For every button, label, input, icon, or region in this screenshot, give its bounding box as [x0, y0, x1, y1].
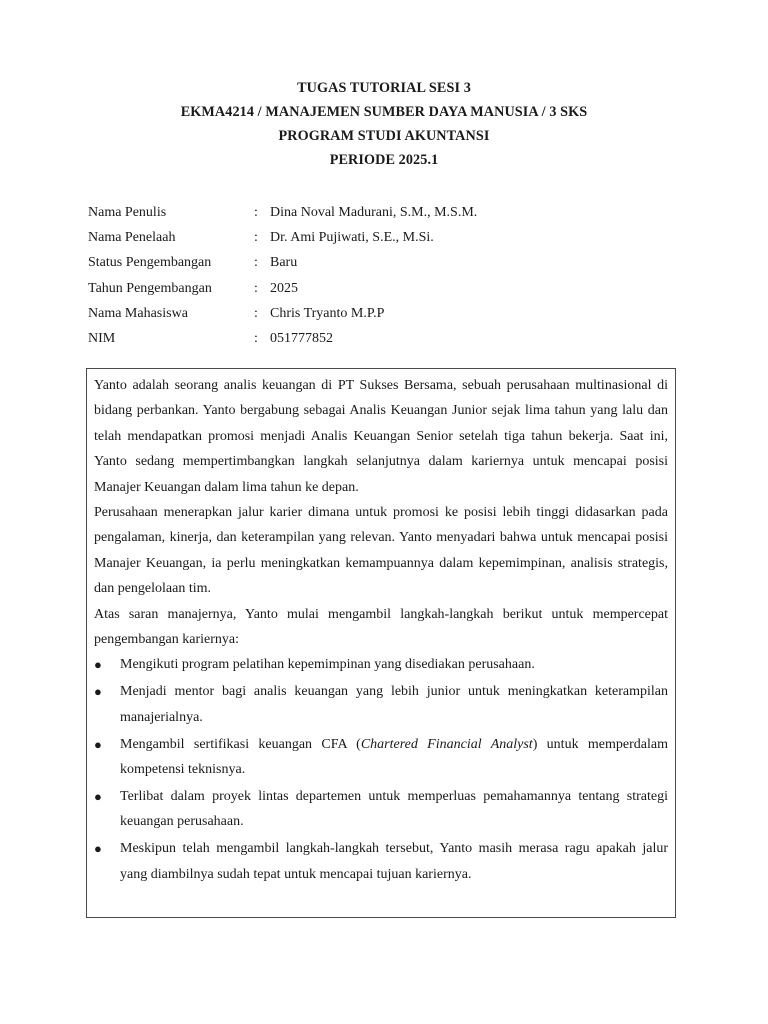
meta-separator: :	[254, 280, 258, 296]
case-study-box	[86, 368, 676, 918]
meta-value: Dr. Ami Pujiwati, S.E., M.Si.	[270, 230, 434, 246]
list-item	[94, 836, 668, 887]
list-item-text-start: Mengambil sertifikasi keuangan CFA (	[120, 736, 361, 752]
list-item-text: Meskipun telah mengambil langkah-langkah tersebut, Yanto masih merasa ragu apakah jalur yang diambilnya sudah tepat untuk mencapai tujuan kariernya.	[120, 841, 668, 882]
bullet-icon: ●	[94, 789, 102, 804]
header-title: TUGAS TUTORIAL SESI 3	[297, 80, 471, 96]
header-course: EKMA4214 / MANAJEMEN SUMBER DAYA MANUSIA / 3 SKS	[180, 104, 588, 120]
meta-value: Baru	[270, 255, 298, 271]
list-item-text-end: ) untuk memperdalam kompetensi teknisnya.	[120, 736, 668, 778]
bullet-icon: ●	[94, 841, 102, 857]
meta-label: Status Pengembangan	[88, 255, 212, 271]
meta-separator: :	[254, 205, 258, 220]
list-item-text	[120, 737, 668, 777]
list-item-italic-term: Chartered Financial Analyst	[360, 736, 533, 752]
meta-label: Nama Mahasiswa	[88, 305, 188, 321]
list-item-text: Mengikuti program pelatihan kepemimpinan yang disediakan perusahaan.	[120, 657, 535, 673]
list-item	[94, 732, 668, 783]
list-item	[94, 784, 668, 835]
meta-separator: :	[254, 255, 258, 271]
steps-list	[94, 652, 668, 887]
list-item	[94, 679, 668, 730]
header-program: PROGRAM STUDI AKUNTANSI	[278, 128, 490, 144]
bullet-icon: ●	[94, 736, 102, 752]
meta-label: NIM	[88, 330, 116, 346]
meta-value: Chris Tryanto M.P.P	[270, 305, 385, 321]
meta-value: 2025	[270, 280, 298, 296]
list-item	[94, 652, 668, 677]
case-paragraph: Atas saran manajernya, Yanto mulai mengambil langkah-langkah berikut untuk mempercepat pengembangan kariernya:	[94, 606, 668, 648]
meta-separator: :	[254, 330, 258, 346]
meta-separator: :	[254, 230, 258, 246]
meta-value: Dina Noval Madurani, S.M., M.S.M.	[270, 205, 478, 220]
bullet-icon: ●	[94, 657, 102, 673]
case-paragraph: Yanto adalah seorang analis keuangan di PT Sukses Bersama, sebuah perusahaan multinasional di bidang perbankan. Yanto bergabung sebagai Analis Keuangan Junior sejak lima tahun yang lalu dan telah mendapatkan promosi menjadi Analis Keuangan Senior setelah tiga tahun bekerja. Saat ini, Yanto sedang mempertimbangkan langkah selanjutnya dalam kariernya untuk mencapai posisi Manajer Keuangan dalam lima tahun ke depan.	[94, 378, 668, 495]
document-header	[0, 76, 768, 172]
bullet-icon: ●	[94, 684, 102, 700]
list-item-text: Menjadi mentor bagi analis keuangan yang lebih junior untuk meningkatkan keterampilan manajerialnya.	[120, 684, 668, 725]
meta-separator: :	[254, 305, 258, 321]
meta-label: Tahun Pengembangan	[88, 280, 212, 296]
list-item-text: Terlibat dalam proyek lintas departemen untuk memperluas pemahamannya tentang strategi keuangan perusahaan.	[120, 789, 668, 830]
meta-label: Nama Penulis	[88, 205, 167, 220]
meta-label: Nama Penelaah	[88, 230, 176, 246]
case-paragraph: Perusahaan menerapkan jalur karier dimana untuk promosi ke posisi lebih tinggi didasarkan pada pengalaman, kinerja, dan keterampilan yang relevan. Yanto menyadari bahwa untuk mencapai posisi Manajer Keuangan, ia perlu meningkatkan kemampuannya dalam kepemimpinan, analisis strategis, dan pengelolaan tim.	[94, 505, 668, 597]
meta-value: 051777852	[270, 330, 333, 346]
header-period: PERIODE 2025.1	[329, 152, 439, 168]
